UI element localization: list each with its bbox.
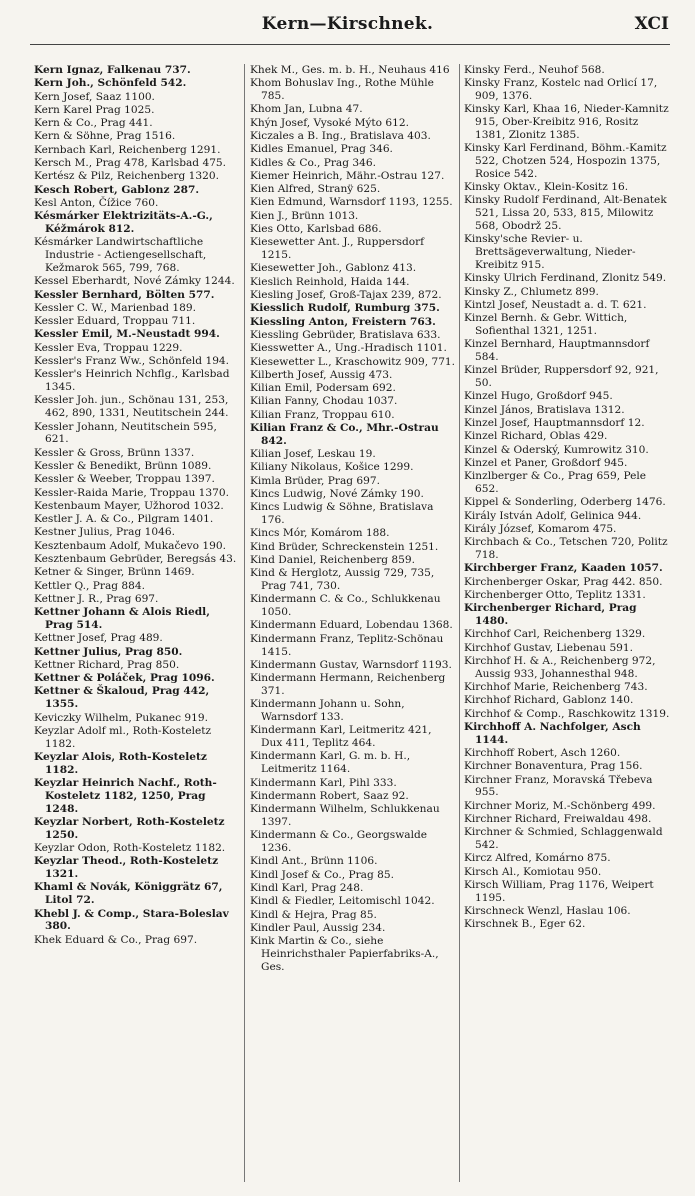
column-1: [34, 64, 240, 1189]
directory-entry: Kirchenberger Otto, Teplitz 1331.: [464, 588, 646, 601]
directory-entry: Király József, Komarom 475.: [464, 522, 617, 535]
directory-entry: Keyzlar Adolf ml., Roth-Kosteletz 1182.: [34, 724, 212, 750]
directory-entry: Kind Daniel, Reichenberg 859.: [250, 553, 416, 566]
directory-entry: Kinsky Oktav., Klein-Kositz 16.: [464, 181, 629, 194]
directory-entry: Kinsky Franz, Kostelc nad Orlicí 17, 909, 1376.: [464, 77, 658, 103]
directory-entry: Kindermann C. & Co., Schlukkenau 1050.: [250, 593, 441, 619]
directory-entry: Kirchhoff A. Nachfolger, Asch 1144.: [464, 720, 641, 746]
directory-entry: Kirchbach & Co., Tetschen 720, Politz 718.: [464, 536, 668, 561]
directory-entry: Kirchhoff Robert, Asch 1260.: [464, 746, 621, 759]
page-number: XCI: [634, 14, 669, 34]
directory-entry: Kern Ignaz, Falkenau 737.: [34, 64, 191, 76]
directory-entry: Kirchhof & Comp., Raschkowitz 1319.: [464, 707, 670, 720]
directory-entry: Kestner Julius, Prag 1046.: [34, 526, 175, 539]
directory-entry: Kettner Josef, Prag 489.: [34, 632, 163, 645]
directory-entry: Kettner & Poláček, Prag 1096.: [34, 672, 215, 685]
directory-entry: Kinzel Bernhard, Hauptmannsdorf 584.: [464, 338, 650, 364]
directory-columns: [0, 64, 695, 1189]
directory-entry: Kessler Eduard, Troppau 711.: [34, 315, 196, 328]
directory-entry: Kincs Mór, Komárom 188.: [250, 527, 390, 540]
directory-entry: Kessler & Weeber, Troppau 1397.: [34, 473, 215, 486]
directory-entry: Kirchhof Carl, Reichenberg 1329.: [464, 628, 646, 641]
directory-entry: Kessler Joh. jun., Schönau 131, 253, 462, 890, 1331, Neutitschein 244.: [34, 394, 229, 420]
directory-entry: Kertész & Pilz, Reichenberg 1320.: [34, 170, 219, 183]
directory-entry: Kinzel Hugo, Großdorf 945.: [464, 390, 613, 403]
directory-entry: Kinzel & Oderský, Kumrowitz 310.: [464, 443, 649, 456]
directory-entry: Kiesslich Rudolf, Rumburg 375.: [250, 302, 440, 315]
directory-entry: Kinsky Karl, Khaa 16, Nieder-Kamnitz 915, Ober-Kreibitz 916, Rositz 1381, Zlonitz 1385.: [464, 103, 669, 141]
directory-entry: Khek M., Ges. m. b. H., Neuhaus 416: [250, 64, 450, 76]
directory-entry: Kind Brüder, Schreckenstein 1251.: [250, 540, 439, 553]
directory-entry: Kindermann Karl, G. m. b. H., Leitmeritz 1164.: [250, 750, 411, 776]
directory-entry: Kirchhof Marie, Reichenberg 743.: [464, 680, 648, 693]
directory-entry: Kirchner Moriz, M.-Schönberg 499.: [464, 799, 656, 812]
directory-entry: Kindermann & Co., Georgswalde 1236.: [250, 829, 428, 855]
directory-entry: Kirchner Richard, Freiwaldau 498.: [464, 812, 652, 825]
directory-entry: Kern Joh., Schönfeld 542.: [34, 77, 187, 90]
directory-entry: Kesch Robert, Gablonz 287.: [34, 183, 200, 196]
directory-entry: Kiesling Josef, Groß-Tajax 239, 872.: [250, 289, 442, 302]
directory-entry: Késmárker Landwirtschaftliche Industrie - Actiengesellschaft, Kežmarok 565, 799, 768.: [34, 236, 207, 274]
directory-entry: Kilian Franz, Troppau 610.: [250, 408, 395, 421]
directory-entry: Kirchner Franz, Moravská Třebeva 955.: [464, 773, 653, 799]
directory-entry: Keyzlar Norbert, Roth-Kosteletz 1250.: [34, 815, 225, 841]
directory-entry: Kettner & Škaloud, Prag 442, 1355.: [34, 685, 210, 711]
directory-entry: Kirchner Bonaventura, Prag 156.: [464, 760, 643, 773]
directory-entry: Kindermann Gustav, Warnsdorf 1193.: [250, 658, 452, 671]
directory-entry: Kern Josef, Saaz 1100.: [34, 90, 155, 103]
directory-entry: Kirchhof Gustav, Liebenau 591.: [464, 641, 634, 654]
directory-entry: Kersch M., Prag 478, Karlsbad 475.: [34, 157, 227, 170]
directory-entry: Kiliany Nikolaus, Košice 1299.: [250, 461, 414, 474]
directory-entry: Kiessling Anton, Freistern 763.: [250, 315, 436, 328]
directory-entry: Kessler-Raida Marie, Troppau 1370.: [34, 486, 229, 499]
directory-entry: Kessler's Franz Ww., Schönfeld 194.: [34, 355, 230, 368]
directory-entry: Kirsch Al., Komiotau 950.: [464, 865, 602, 878]
directory-entry: Kirchhof H. & A., Reichenberg 972, Aussig 933, Johannesthal 948.: [464, 654, 656, 680]
column-divider-1: [244, 64, 245, 1182]
directory-entry: Kessler's Heinrich Nchflg., Karlsbad 1345.: [34, 368, 230, 394]
directory-entry: Kink Martin & Co., siehe Heinrichsthaler Papierfabriks-A., Ges.: [250, 935, 439, 973]
directory-entry: Kindermann Karl, Pihl 333.: [250, 776, 397, 789]
directory-entry: Kinsky'sche Revier- u. Brettsägeverwaltung, Nieder-Kreibitz 915.: [464, 233, 636, 271]
directory-entry: Kindler Paul, Aussig 234.: [250, 921, 386, 934]
directory-entry: Kidles & Co., Prag 346.: [250, 156, 376, 169]
directory-entry: Kettner Julius, Prag 850.: [34, 645, 183, 658]
header-rule: [30, 44, 670, 45]
directory-entry: Kindermann Johann u. Sohn, Warnsdorf 133.: [250, 698, 405, 724]
directory-entry: Kessler Eva, Troppau 1229.: [34, 341, 183, 354]
directory-entry: Kien Edmund, Warnsdorf 1193, 1255.: [250, 196, 453, 209]
directory-entry: Kern & Co., Prag 441.: [34, 117, 153, 130]
directory-entry: Kinsky Karl Ferdinand, Böhm.-Kamitz 522, Chotzen 524, Hospozin 1375, Rosice 542.: [464, 142, 667, 180]
directory-entry: Kilian Emil, Podersam 692.: [250, 382, 396, 395]
directory-entry: Kinzel et Paner, Großdorf 945.: [464, 456, 628, 469]
directory-entry: Király István Adolf, Gelinica 944.: [464, 509, 642, 522]
directory-entry: Kessler & Gross, Brünn 1337.: [34, 446, 195, 459]
directory-entry: Kessel Eberhardt, Nové Zámky 1244.: [34, 275, 235, 288]
directory-entry: Kettler Q., Prag 884.: [34, 579, 146, 592]
directory-entry: Kiesswetter A., Ung.-Hradisch 1101.: [250, 342, 447, 355]
directory-entry: Kindermann Wilhelm, Schlukkenau 1397.: [250, 803, 440, 828]
directory-entry: Kincs Ludwig & Söhne, Bratislava 176.: [250, 501, 434, 527]
directory-entry: Kessler C. W., Marienbad 189.: [34, 301, 197, 314]
directory-entry: Kiessling Gebrüder, Bratislava 633.: [250, 328, 441, 341]
directory-entry: Kettner J. R., Prag 697.: [34, 592, 159, 605]
directory-entry: Kirschnek B., Eger 62.: [464, 918, 586, 931]
directory-entry: Kirschneck Wenzl, Haslau 106.: [464, 905, 631, 917]
directory-entry: Kinzel Josef, Hauptmannsdorf 12.: [464, 417, 645, 430]
directory-entry: Kern Karel Prag 1025.: [34, 103, 155, 116]
directory-entry: Kircz Alfred, Komárno 875.: [464, 852, 611, 865]
directory-entry: Kinzel Richard, Oblas 429.: [464, 430, 608, 443]
directory-entry: Késmárker Elektrizitäts-A.-G., Kéžmárok 812.: [34, 210, 213, 236]
directory-entry: Khebl J. & Comp., Stara-Boleslav 380.: [34, 907, 229, 933]
directory-entry: Kettner Johann & Alois Riedl, Prag 514.: [34, 606, 210, 631]
directory-entry: Kinzel János, Bratislava 1312.: [464, 403, 625, 416]
directory-entry: Kippel & Sonderling, Oderberg 1476.: [464, 496, 666, 509]
directory-entry: Kessler Emil, M.-Neustadt 994.: [34, 328, 220, 341]
directory-entry: Keyzlar Heinrich Nachf., Roth-Kosteletz 1182, 1250, Prag 1248.: [34, 777, 217, 815]
directory-entry: Kidles Emanuel, Prag 346.: [250, 143, 393, 156]
directory-entry: Khek Eduard & Co., Prag 697.: [34, 933, 198, 946]
directory-entry: Kiczales a B. Ing., Bratislava 403.: [250, 129, 431, 142]
directory-entry: Kirchhof Richard, Gablonz 140.: [464, 694, 634, 707]
directory-entry: Kilberth Josef, Aussig 473.: [250, 368, 393, 381]
directory-entry: Kinzel Brüder, Ruppersdorf 92, 921, 50.: [464, 364, 659, 390]
directory-entry: Keyzlar Alois, Roth-Kosteletz 1182.: [34, 750, 207, 776]
directory-entry: Kernbach Karl, Reichenberg 1291.: [34, 143, 221, 156]
directory-entry: Khom Bohuslav Ing., Rothe Mühle 785.: [250, 77, 434, 103]
page-header: [0, 14, 695, 42]
directory-entry: Kindl & Fiedler, Leitomischl 1042.: [250, 895, 435, 908]
directory-entry: Kindermann Robert, Saaz 92.: [250, 789, 409, 802]
directory-entry: Kirchberger Franz, Kaaden 1057.: [464, 562, 663, 575]
directory-entry: Kien Alfred, Stranÿ 625.: [250, 183, 381, 196]
directory-entry: Kesztenbaum Adolf, Mukačevo 190.: [34, 539, 227, 552]
directory-entry: Kessler Bernhard, Bölten 577.: [34, 288, 215, 301]
directory-entry: Khýn Josef, Vysoké Mýto 612.: [250, 116, 410, 129]
directory-entry: Kieslich Reinhold, Haida 144.: [250, 275, 410, 288]
directory-entry: Kesztenbaum Gebrüder, Beregsás 43.: [34, 552, 237, 565]
directory-entry: Keyzlar Theod., Roth-Kosteletz 1321.: [34, 855, 219, 881]
directory-entry: Kimla Brüder, Prag 697.: [250, 474, 381, 487]
directory-entry: Kindl & Hejra, Prag 85.: [250, 908, 377, 921]
directory-entry: Kessler & Benedikt, Brünn 1089.: [34, 459, 212, 472]
column-2: [250, 64, 456, 1189]
directory-entry: Kiesewetter Joh., Gablonz 413.: [250, 262, 417, 275]
directory-entry: Kirchenberger Richard, Prag 1480.: [464, 602, 637, 627]
directory-entry: Kindermann Franz, Teplitz-Schönau 1415.: [250, 632, 444, 658]
directory-entry: Kien J., Brünn 1013.: [250, 209, 359, 222]
directory-entry: Kinzlberger & Co., Prag 659, Pele 652.: [464, 470, 647, 495]
column-divider-2: [459, 64, 460, 1182]
directory-entry: Kintzl Josef, Neustadt a. d. T. 621.: [464, 298, 647, 311]
directory-entry: Kiesewetter L., Kraschowitz 909, 771.: [250, 355, 456, 368]
directory-entry: Kilian Josef, Leskau 19.: [250, 448, 376, 461]
directory-entry: Kilian Fanny, Chodau 1037.: [250, 395, 398, 408]
directory-entry: Kestenbaum Mayer, Užhorod 1032.: [34, 499, 224, 512]
directory-entry: Khaml & Novák, Königgrätz 67, Litol 72.: [34, 881, 223, 907]
directory-entry: Kindl Josef & Co., Prag 85.: [250, 868, 394, 881]
directory-entry: Kies Otto, Karlsbad 686.: [250, 223, 382, 236]
directory-entry: Kind & Herglotz, Aussig 729, 735, Prag 741, 730.: [250, 567, 435, 593]
directory-entry: Kindermann Karl, Leitmeritz 421, Dux 411, Teplitz 464.: [250, 724, 432, 750]
running-head: Kern—Kirschnek.: [261, 14, 434, 34]
directory-entry: Kincs Ludwig, Nové Zámky 190.: [250, 488, 424, 500]
directory-entry: Kirsch William, Prag 1176, Weipert 1195.: [464, 878, 654, 904]
directory-entry: Kinsky Rudolf Ferdinand, Alt-Benatek 521, Lissa 20, 533, 815, Milowitz 568, Obodrž 25.: [464, 194, 667, 233]
directory-entry: Kiesewetter Ant. J., Ruppersdorf 1215.: [250, 236, 425, 262]
directory-entry: Kindl Karl, Prag 248.: [250, 881, 364, 894]
directory-entry: Kesl Anton, Čížice 760.: [34, 196, 159, 209]
directory-entry: Kern & Söhne, Prag 1516.: [34, 130, 176, 143]
directory-entry: Kinsky Ulrich Ferdinand, Zlonitz 549.: [464, 272, 667, 285]
directory-entry: Kirchner & Schmied, Schlaggenwald 542.: [464, 826, 663, 852]
directory-entry: Keviczky Wilhelm, Pukanec 919.: [34, 711, 208, 724]
directory-entry: Kessler Johann, Neutitschein 595, 621.: [34, 420, 217, 446]
directory-entry: Kinsky Ferd., Neuhof 568.: [464, 64, 605, 76]
directory-entry: Kindl Ant., Brünn 1106.: [250, 855, 378, 868]
directory-entry: Kinsky Z., Chlumetz 899.: [464, 285, 599, 298]
directory-entry: Kindermann Eduard, Lobendau 1368.: [250, 619, 453, 632]
directory-entry: Keyzlar Odon, Roth-Kosteletz 1182.: [34, 842, 226, 855]
directory-entry: Kettner Richard, Prag 850.: [34, 658, 180, 671]
column-3: [464, 64, 670, 1189]
directory-entry: Kirchenberger Oskar, Prag 442. 850.: [464, 575, 663, 588]
directory-entry: Kilian Franz & Co., Mhr.-Ostrau 842.: [250, 422, 439, 447]
directory-entry: Kindermann Hermann, Reichenberg 371.: [250, 672, 446, 697]
directory-entry: Ketner & Singer, Brünn 1469.: [34, 566, 195, 579]
directory-entry: Khom Jan, Lubna 47.: [250, 103, 363, 116]
directory-entry: Kestler J. A. & Co., Pilgram 1401.: [34, 513, 214, 526]
directory-entry: Kinzel Bernh. & Gebr. Wittich, Sofienthal 1321, 1251.: [464, 312, 628, 337]
directory-entry: Kiemer Heinrich, Mähr.-Ostrau 127.: [250, 169, 445, 182]
